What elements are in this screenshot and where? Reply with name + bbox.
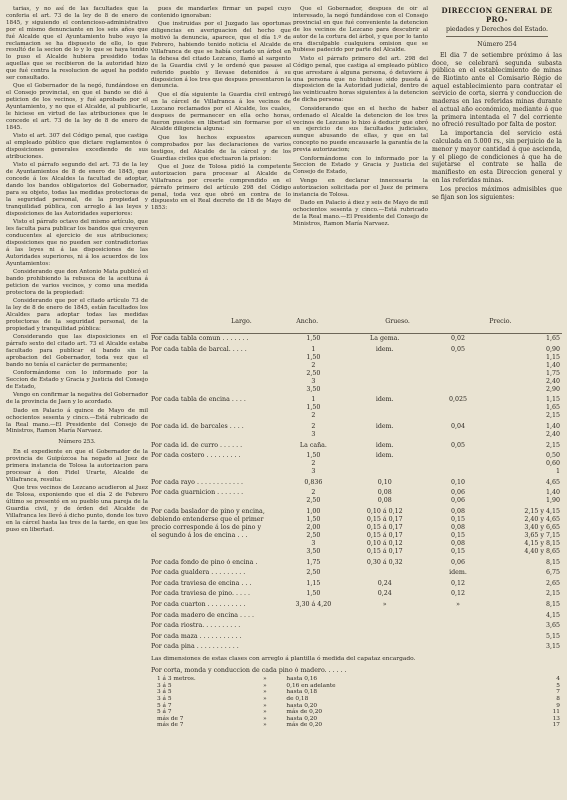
col3-paragraphs — [293, 6, 428, 228]
announcement-number: Número 254 — [477, 41, 517, 49]
table-row — [151, 451, 562, 478]
row-largo: 1,50 2 3 — [306, 452, 321, 476]
row-label: Por cada pina . . . . . . . . . . . — [151, 643, 239, 651]
meters-cell-a: más de 7 — [157, 722, 184, 729]
row-label: Por cada id. de barcales . . . . — [151, 423, 244, 431]
header-ancho: Ancho. — [296, 318, 319, 325]
meters-cell-c: más de 0,20 — [286, 722, 323, 729]
meters-cell-b: » — [263, 722, 267, 729]
col1-paragraphs-2 — [6, 449, 148, 533]
row-label: Por cada traviesa de pino. . . . . — [151, 590, 250, 598]
meters-cell-c: hasta 0,20 — [286, 715, 318, 722]
meters-cell-c: hasta 0,18 — [286, 689, 318, 696]
meters-cell-c: más de 0,20 — [286, 709, 323, 716]
row-ancho: idem. — [375, 423, 394, 431]
meters-cell-b: » — [263, 709, 267, 716]
row-precio: 0,90 1,15 1,40 1,75 2,40 2,90 — [545, 345, 561, 393]
row-grueso: 0,02 — [450, 335, 466, 343]
meters-row — [151, 709, 562, 716]
row-precio: 2,15 — [545, 590, 561, 598]
row-grueso: 0,12 — [450, 579, 466, 587]
row-largo: 3,30 á 4,20 — [295, 601, 332, 609]
table-body — [151, 334, 562, 653]
column-2 — [151, 6, 291, 311]
paragraph: pues de mandarles firmar un papel cuyo contenido ignoraban: — [151, 6, 291, 19]
row-largo: 2,50 — [306, 569, 321, 577]
paragraph: Visto el art. 307 del Código penal, que castiga al empleado público que dictare reglamentos ó disposiciones generales excediendo de sus atribuciones. — [6, 133, 148, 161]
paragraph: Dado en Palacio á diez y seis de Mayo de mil ochocientos sesenta y cinco.—Está rubricado de la Real mano.—El Presidente del Consejo de Ministros, Ramon María Narvaez. — [293, 199, 428, 227]
table-row — [151, 568, 562, 579]
table-row — [151, 507, 562, 558]
paragraph: Que el día siguiente la Guardia civil entregó en la cárcel de Villafranca á los vecinos de Lezcano reclamados por el Alcalde, los cuales, despues de permanecer en ella ocho horas, fueron puestos en libertad sin formarse por el Alcalde diligencia alguna: — [151, 91, 291, 133]
row-precio: 8,15 — [545, 601, 561, 609]
table-row — [151, 440, 562, 451]
table-row — [151, 589, 562, 600]
table-row — [151, 642, 562, 653]
meters-cell-d: 5 — [556, 682, 560, 689]
table-row — [151, 422, 562, 441]
paragraph: Vengo en declarar innecesaria la autorizacion solicitada por el Juez de primera instancia de Tolosa. — [293, 177, 428, 198]
meters-cell-a: 1 á 3 metros. — [157, 676, 196, 683]
row-ancho: 0,30 á 0,32 — [366, 558, 403, 566]
price-table — [151, 311, 562, 729]
meters-row — [151, 683, 562, 690]
paragraph: Considerando que las disposiciones en el párrafo sexto del citado art. 73 el Alcalde estaba facultado para publicar el bando sin la aprobacion del Gobernador, toda vez que el bando no tenía el carácter de permanente; — [6, 334, 148, 368]
table-row — [151, 478, 562, 489]
meters-cell-b: » — [263, 715, 267, 722]
paragraph: tarias, y no así de las facultades que la conferia el art. 73 de la ley de 8 de enero de 1845, y siguiendo el contencioso-administrativo por el mismo denunciante en los seis años que fué Alcalde que el Ayuntamiento hubo suyo la reclamacion se ha dispuesto de ello, lo que resultó de la secion de lo y lo que se haya tenido lo puso el Alcalde hubiera presidido todas aquellas que se recibieron de la autoridad hizo que fué contra la resolucion de aquel ha podido ser consultado. — [6, 6, 148, 82]
meters-cell-d: 7 — [556, 689, 560, 696]
meters-row — [151, 716, 562, 723]
row-label: Por cada rayo . . . . . . . . . . . . — [151, 478, 244, 486]
row-label: Por cada baslador de pino y encina, debiendo entenderse que el primer precio corresponde á los de pino y el segundo á los de encina . . . — [151, 508, 265, 540]
row-label: Por cada maza . . . . . . . . . . . — [151, 632, 242, 640]
row-ancho: idem. — [375, 345, 394, 353]
meters-cell-a: 5 á 7 — [157, 702, 172, 709]
meters-cell-c: hasta 0,20 — [286, 702, 318, 709]
meters-cell-d: 11 — [552, 709, 560, 716]
paragraph: Que el Gobernador de la negó, fundándose en el Consejo provincial, en que el bando se dió á peticion de los vecinos, y fué aprobado por el Ayuntamiento, y no que el Alcalde, al publicarle, le hiciese en virtud de las atribuciones que le concede el art. 73 de la ley de 8 de enero de 1845. — [6, 83, 148, 131]
meters-cell-d: 4 — [556, 676, 560, 683]
row-largo: 2 3 — [311, 423, 316, 439]
meters-cell-d: 17 — [552, 722, 560, 729]
table-row — [151, 557, 562, 568]
paragraph: Que el Juez de Tolosa pidió la competente autorizacion para procesar al Alcalde de Villafranca por creerle comprendido en el párrafo primero del artículo 298 del Código penal, toda vez que obró en contra de lo dispuesto en el Real decreto de 18 de Mayo de 1853: — [151, 163, 291, 212]
meters-label-row — [151, 666, 562, 677]
row-label: Por cada id. de curro . . . . . . — [151, 441, 243, 449]
paragraph: Visto el párrafo primero del art. 298 del Código penal, que castiga al empleado público que arrestare á alguna persona, ó detuviere á una persona que no hubiese sido puesta á disposicion de la Autoridad judicial, dentro de las veinticuatro horas siguientes á la detencion de dicha persona: — [293, 55, 428, 104]
table-row — [151, 600, 562, 611]
meters-cell-a: más de 7 — [157, 715, 184, 722]
row-precio: 3,65 — [545, 622, 561, 630]
row-precio: 2,65 — [545, 579, 561, 587]
row-precio: 1,15 1,65 2,15 — [545, 396, 561, 420]
row-largo: 1 1,50 2 — [306, 396, 321, 420]
column-3 — [293, 6, 428, 311]
meters-cell-b: » — [263, 689, 267, 696]
meters-row — [151, 703, 562, 710]
table-row — [151, 632, 562, 643]
meters-cell-b: » — [263, 702, 267, 709]
row-grueso: 0,08 0,15 0,08 0,15 0,08 0,15 — [450, 508, 466, 556]
paragraph: Que los hechos expuestos aparecen comprobados por las declaraciones de varios testigos, del Alcalde de la cárcel y de los Guardias civiles que efectuaron la prision: — [151, 134, 291, 162]
col1-paragraphs — [6, 6, 148, 435]
row-precio: 5,15 — [545, 632, 561, 640]
section-title: DIRECCION GENERAL DE PRO- — [441, 6, 553, 24]
row-largo: 1,15 — [306, 579, 321, 587]
meters-cell-c: 0,16 en adelante — [286, 682, 336, 689]
paragraph: Que instruidas por el Juzgado las oportunas diligencias en averiguacion del hecho que motivó la denuncia, aparece, que el día 1.º de Febrero, habiendo tenido noticia el Alcalde de Villafranca de que se había cortado un árbol en la dehesa del citado Lezcano, llamó al sargento de la Guardia civil y le ordenó que pasase al referido pueblo y llevase detenidos á su disposicion á los tres que despues presentaron la denuncia. — [151, 21, 291, 90]
meters-row — [151, 689, 562, 696]
paragraph: En el expediente en que el Gobernador de la provincia de Guipúzcoa ha negado al Juez de primera instancia de Tolosa la autorizacion para procesar á don Fidel Urarte, Alcalde de Villafranca, resulta: — [6, 449, 148, 483]
paragraph: Vengo en confirmar la negativa del Gobernador de la provincia de Jaen y lo acordado. — [6, 392, 148, 406]
row-label: Por cada tabla comun . . . . . . . — [151, 335, 249, 343]
table-row — [151, 579, 562, 590]
row-label: Por cada tabla de barcal. . . . . — [151, 345, 247, 353]
row-precio: 2,15 — [545, 441, 561, 449]
meters-cell-d: 8 — [556, 696, 560, 703]
column-4 — [432, 6, 562, 203]
row-ancho: idem. — [375, 452, 394, 460]
row-precio: 3,15 — [545, 643, 561, 651]
row-ancho: 0,08 0,08 — [377, 489, 392, 505]
paragraph: Considerando que por el citado artículo 73 de la ley de 8 de enero de 1845, están facultados los Alcaldes para adoptar todas las medidas protectoras de la seguridad personal, de la propiedad y tranquilidad pública: — [6, 298, 148, 332]
paragraph: Conformándome con lo informado por la Seccion de Estado y Gracia y Justicia del Consejo de Estado, — [6, 370, 148, 391]
paragraph: Visto el párrafo octavo del mismo artículo, que les faculta para publicar los bandos que creyeren conducentes al ejercicio de sus atribuciones; disposiciones que no pueden ser contradictorias á las leyes ni á las disposiciones de las Autoridades superiores, ni á los acuerdos de los Ayuntamientos: — [6, 219, 148, 267]
row-ancho: 0,10 — [377, 478, 392, 486]
meters-cell-d: 13 — [552, 715, 560, 722]
row-ancho: 0,24 — [377, 579, 392, 587]
paragraph: Los precios máximos admisibles que se fijan son los siguientes: — [432, 185, 562, 201]
row-precio: 4,15 — [545, 611, 561, 619]
row-precio: 6,75 — [545, 569, 561, 577]
row-largo: 1,00 1,50 2,00 2,50 3 3,50 — [306, 508, 321, 556]
meters-cell-a: 3 á 5 — [157, 689, 172, 696]
row-label: Por cada riostra. . . . . . . . . . — [151, 622, 241, 630]
row-label: Por cada gualdera . . . . . . . . . — [151, 569, 246, 577]
row-largo: La caña. — [299, 441, 327, 449]
table-note: Las dimensiones de estas clases con arreglo á plantilla ó medida del capataz encargado. — [151, 655, 416, 662]
paragraph: Considerando que en el hecho de haber ordenado el Alcalde la detencion de los tres vecinos de Lezcano lo hizo á deducir que obró en ejercicio de sus facultades judiciales, aunque abusando de ellas, y que en tal concepto no puede encausarle la garantía de la previa autorizacion; — [293, 105, 428, 154]
meters-row — [151, 696, 562, 703]
meters-label: Por corta, monda y conduccion de cada pino ó madero. . . . . . — [151, 666, 347, 674]
row-precio: 1,40 2,40 — [545, 423, 561, 439]
meters-cell-a: 3 á 5 — [157, 682, 172, 689]
paragraph: Visto el párrafo segundo del art. 73 de la ley de Ayuntamientos de 8 de enero de 1845, que concede á los Alcaldes la facultad de adoptar, dando los bandos obligatorios del Gobernador, para su objeto, todas las medidas protectoras de la seguridad personal, de la propiedad y tranquilidad pública, con arreglo á las leyes y disposiciones de las Autoridades superiores: — [6, 162, 148, 217]
row-grueso: 0,06 0,06 — [450, 489, 466, 505]
meters-cell-c: de 0,18 — [286, 696, 309, 703]
row-precio: 2,15 y 4,15 2,40 y 4,65 3,40 y 6,65 3,65 y 7,15 4,15 y 8,15 4,40 y 8,65 — [524, 508, 561, 556]
row-label: Por cada guarnicion . . . . . . . — [151, 489, 244, 497]
table-row — [151, 395, 562, 422]
table-row — [151, 488, 562, 507]
table-row — [151, 334, 562, 345]
col4-paragraphs — [432, 52, 562, 201]
row-largo: 2 2,50 — [306, 489, 321, 505]
row-largo: 1,75 — [306, 558, 321, 566]
row-precio: 8,15 — [545, 558, 561, 566]
row-grueso: » — [456, 601, 460, 609]
column-1 — [6, 6, 148, 535]
header-grueso: Grueso. — [385, 318, 410, 325]
col2-paragraphs — [151, 6, 291, 212]
meters-cell-b: » — [263, 676, 267, 683]
header-largo: Largo. — [231, 318, 252, 325]
paragraph: La importancia del servicio está calculada en 5.000 rs., sin perjuicio de la menor y mayor cantidad á que ascienda, y el pliego de condiciones á que ha de sujetarse el contrate se halla de manifiesto en esta Direccion general y en las referidas minas. — [432, 130, 562, 184]
row-largo: 0,836 — [304, 478, 323, 486]
row-ancho: » — [382, 601, 387, 609]
row-precio: 0,50 0,60 1 — [545, 452, 561, 476]
section-subtitle: piedades y Derechos del Estado. — [445, 25, 549, 33]
row-label: Por cada fondo de pino ó encina . — [151, 558, 258, 566]
paragraph: El dia 7 de setiembre próximo á las doce, se celebrará segunda subasta pública en el establecimiento de minas de Riotinto ante el Comisario Régio de aquel establecimiento para contratar el servicio de corta, sierra y conduccion de maderas en las referidas minas durante el actual año económico, mediante á que la primera intentada el 7 del corriente no ofreció resultado por falta de postor. — [432, 51, 562, 129]
row-ancho: La gema. — [370, 335, 400, 343]
meters-cell-b: » — [263, 682, 267, 689]
row-label: Por cada madero de encina . . . . — [151, 611, 255, 619]
row-grueso: 0,04 — [450, 423, 466, 431]
row-grueso: 0,10 — [450, 478, 466, 486]
row-grueso: 0,06 — [450, 558, 466, 566]
row-grueso: idem. — [449, 569, 467, 577]
row-largo: 1 1,50 2 2,50 3 3,50 — [306, 345, 321, 393]
meters-cell-d: 9 — [556, 702, 560, 709]
row-grueso: 0,025 — [448, 396, 468, 404]
row-label: Por cada costero . . . . . . . . . — [151, 452, 241, 460]
row-label: Por cada cuarton . . . . . . . . . . — [151, 601, 246, 609]
paragraph: Conformándome con lo informado por la Seccion de Estado y Gracia y Justicia del Consejo de Estado, — [293, 155, 428, 176]
header-precio: Precio. — [489, 318, 512, 325]
table-row — [151, 621, 562, 632]
row-precio: 1,40 1,90 — [545, 489, 561, 505]
table-header — [151, 311, 562, 334]
meters-body — [151, 676, 562, 729]
row-largo: 1,50 — [306, 590, 321, 598]
paragraph: Dado en Palacio á quince de Mayo de mil ochocientos sesenta y cinco.—Está rubricado de la Real mano.—El Presidente del Consejo de Ministros, Ramon María Narvaez. — [6, 407, 148, 435]
row-label: Por cada traviesa de encina . . . — [151, 579, 252, 587]
row-ancho: 0,10 á 0,12 0,15 á 0,17 0,15 á 0,17 0,15 á 0,17 0,10 á 0,12 0,15 á 0,17 — [366, 508, 403, 556]
row-grueso: 0,05 — [450, 345, 466, 353]
paragraph: Que el Gobernador, despues de oír al interesado, la negó fundándose con el Consejo provincial en que fué conveniente la detencion de los vecinos de Lezcano para descubrir al autor de la cortura del árbol, y que por lo tanto era disculpable cualquiera omision que se hubiese padecido por parte del Alcalde. — [293, 6, 428, 54]
paragraph: Que tres vecinos de Lezcano acudieron al Juez de Tolosa, exponiendo que el día 2 de Febrero último se presentó en su pueblo una pareja de la Guardia civil, y de órden del Alcalde de Villafranca les llevó á dicho punto, donde los tuvo en la cárcel hasta las tres de la tarde, en que les puso en libertad. — [6, 485, 148, 533]
meters-cell-a: 5 á 7 — [157, 709, 172, 716]
meters-cell-a: 3 á 5 — [157, 696, 172, 703]
row-grueso: 0,05 — [450, 441, 466, 449]
decree-number: Número 253. — [58, 439, 96, 446]
meters-row — [151, 722, 562, 729]
row-ancho: idem. — [375, 441, 394, 449]
row-label: Por cada tabla de encina . . . . — [151, 396, 246, 404]
row-ancho: 0,24 — [377, 590, 392, 598]
row-grueso: 0,12 — [450, 590, 466, 598]
paragraph: Considerando que don Antonio Mata publicó el bando prohibiendo la rebusca de la aceituna á peticion de varios vecinos, y como una medida protectora de la propiedad: — [6, 269, 148, 296]
meters-cell-b: » — [263, 696, 267, 703]
meters-cell-c: hasta 0,16 — [286, 676, 318, 683]
row-precio: 1,65 — [545, 335, 561, 343]
table-row — [151, 610, 562, 621]
row-largo: 1,50 — [306, 335, 321, 343]
table-row — [151, 345, 562, 396]
row-precio: 4,65 — [545, 478, 561, 486]
row-ancho: idem. — [375, 396, 394, 404]
divider — [446, 36, 548, 37]
meters-row — [151, 676, 562, 683]
